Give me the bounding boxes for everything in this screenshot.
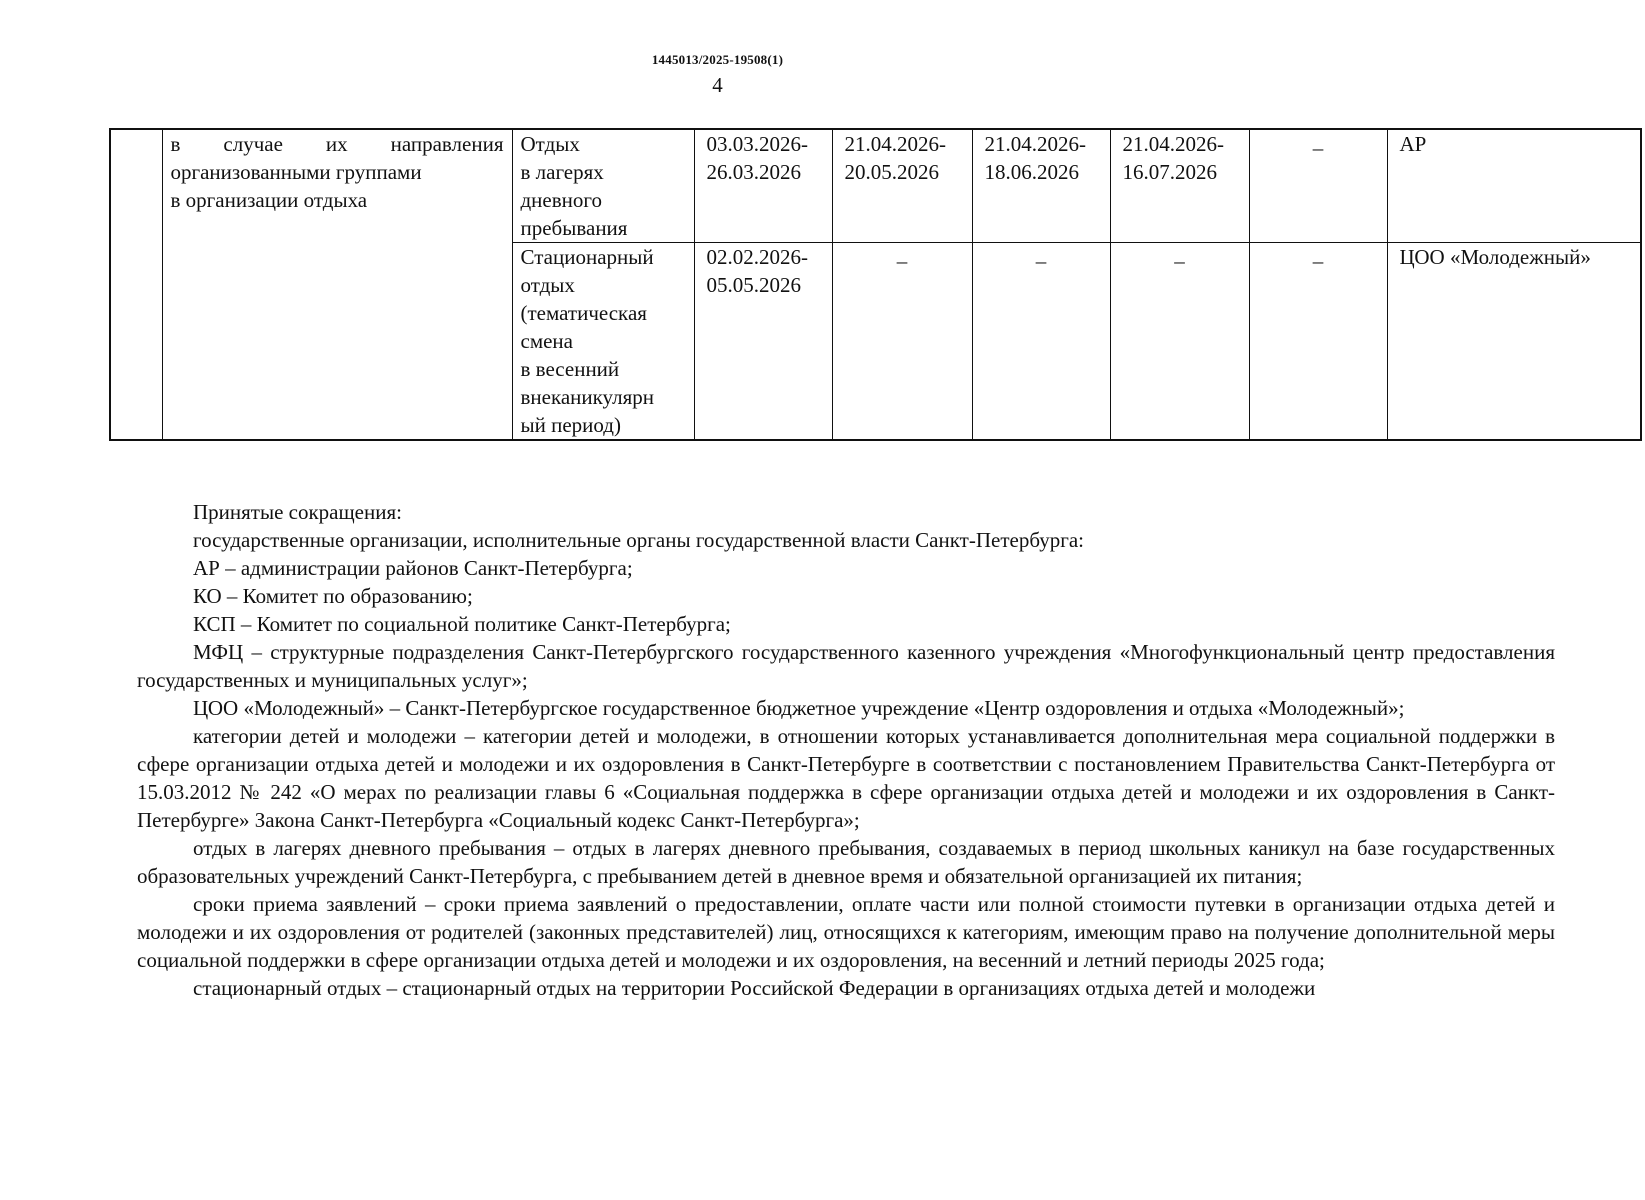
abbreviation-paragraph: отдых в лагерях дневного пребывания – отдых в лагерях дневного пребывания, создаваемых в период школьных каникул на базе государственных образовательных учреждений Санкт-Петербурга, с пребыванием детей в дневное время и обязательной организацией их питания;: [137, 836, 1555, 888]
group-condition-cell: [162, 129, 512, 440]
group-condition-line: в случае их направления: [170, 132, 504, 156]
rest-type-cell: Стационарный отдых (тематическая смена в весенний внеканикулярн ый период): [512, 243, 694, 441]
table-row: [110, 129, 1641, 243]
abbreviation-paragraph: МФЦ – структурные подразделения Санкт-Петербургского государственного казенного учреждения «Многофункциональный центр предоставления государственных и муниципальных услуг»;: [137, 640, 1555, 692]
schedule-table: [109, 128, 1642, 441]
document-registration-number: 1445013/2025-19508(1): [651, 52, 784, 67]
abbreviation-paragraph: ЦОО «Молодежный» – Санкт-Петербургское государственное бюджетное учреждение «Центр оздоровления и отдыха «Молодежный»;: [193, 696, 1405, 720]
abbreviation-paragraph: КО – Комитет по образованию;: [193, 584, 473, 608]
abbreviation-paragraph: сроки приема заявлений – сроки приема заявлений о предоставлении, оплате части или полной стоимости путевки в организации отдыха детей и молодежи и их оздоровления от родителей (законных представителей) лиц, относящихся к категориям, имеющим право на получение дополнительной меры социальной поддержки в сфере организации отдыха детей и молодежи и их оздоровления, на весенний и летний периоды 2025 года;: [137, 892, 1555, 972]
group-condition-line: организованными группами: [170, 160, 422, 184]
abbreviation-paragraph: государственные организации, исполнительные органы государственной власти Санкт-Петербурга:: [193, 528, 1084, 552]
abbreviation-paragraph: АР – администрации районов Санкт-Петербурга;: [193, 556, 633, 580]
period-cell: –: [972, 243, 1110, 441]
period-cell: 21.04.2026- 20.05.2026: [832, 129, 972, 243]
period-cell: 02.02.2026- 05.05.2026: [694, 243, 832, 441]
rest-type-cell: Отдых в лагерях дневного пребывания: [512, 129, 694, 243]
organization-cell: ЦОО «Молодежный»: [1387, 243, 1641, 441]
row-number-cell: [110, 129, 162, 440]
abbreviation-paragraph: стационарный отдых – стационарный отдых на территории Российской Федерации в организациях отдыха детей и молодежи: [193, 976, 1316, 1000]
period-cell: –: [1249, 243, 1387, 441]
abbreviations-heading: Принятые сокращения:: [193, 500, 402, 524]
period-cell: –: [832, 243, 972, 441]
period-cell: 03.03.2026- 26.03.2026: [694, 129, 832, 243]
period-cell: 21.04.2026- 18.06.2026: [972, 129, 1110, 243]
page-number: 4: [712, 73, 723, 97]
period-cell: 21.04.2026- 16.07.2026: [1110, 129, 1249, 243]
period-cell: –: [1110, 243, 1249, 441]
group-condition-line: в организации отдыха: [170, 188, 368, 212]
abbreviation-paragraph: категории детей и молодежи – категории детей и молодежи, в отношении которых устанавливается дополнительная мера социальной поддержки в сфере организации отдыха детей и молодежи и их оздоровления в Санкт-Петербурге в соответствии с постановлением Правительства Санкт-Петербурга от 15.03.2012 № 242 «О мерах по реализации главы 6 «Социальная поддержка в сфере организации отдыха детей и молодежи и их оздоровления в Санкт-Петербурге» Закона Санкт-Петербурга «Социальный кодекс Санкт-Петербурга»;: [137, 724, 1555, 832]
organization-cell: АР: [1387, 129, 1641, 243]
period-cell: –: [1249, 129, 1387, 243]
abbreviations-section: [137, 498, 1555, 1002]
abbreviation-paragraph: КСП – Комитет по социальной политике Санкт-Петербурга;: [193, 612, 731, 636]
